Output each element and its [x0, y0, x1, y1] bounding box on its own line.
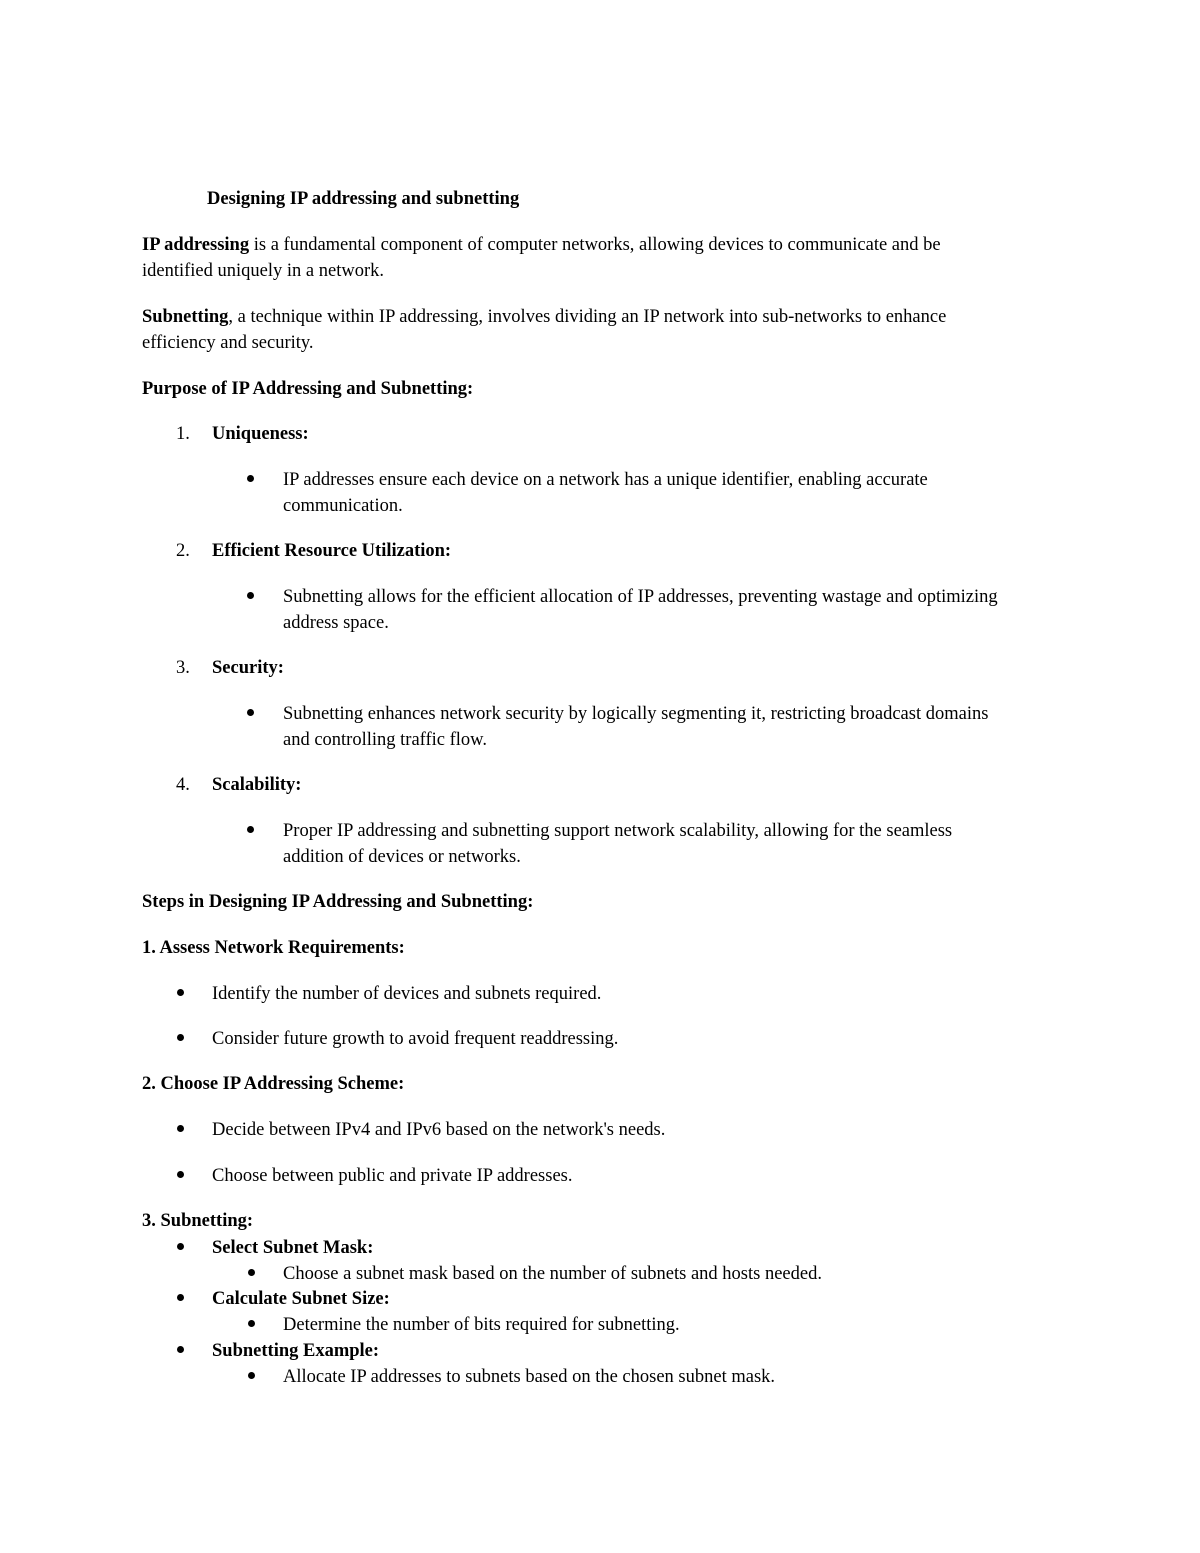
purpose-item-title: Uniqueness: [212, 424, 309, 444]
steps-heading: Steps in Designing IP Addressing and Subnetting: [142, 892, 534, 912]
purpose-item-number: 4. [176, 775, 190, 795]
bullet-icon [177, 1346, 184, 1353]
bullet-icon [247, 592, 254, 599]
intro-term: IP addressing [142, 235, 250, 255]
purpose-item-text-line1: IP addresses ensure each device on a network has a unique identifier, enabling accurate [283, 470, 928, 490]
intro-paragraph-ip-addressing-line1 [142, 236, 941, 255]
subnetting-item-text: Choose a subnet mask based on the number of subnets and hosts needed. [283, 1264, 822, 1284]
bullet-icon [248, 1269, 255, 1276]
bullet-icon [248, 1372, 255, 1379]
intro-paragraph-subnetting-line1 [142, 308, 946, 327]
purpose-item-text-line2: and controlling traffic flow. [283, 730, 487, 750]
purpose-item-title: Scalability: [212, 775, 302, 795]
bullet-icon [248, 1320, 255, 1327]
bullet-icon [247, 475, 254, 482]
intro-paragraph-subnetting-line2: efficiency and security. [142, 333, 314, 353]
subnetting-item-text: Allocate IP addresses to subnets based on the chosen subnet mask. [283, 1367, 776, 1387]
purpose-item-text-line2: address space. [283, 613, 389, 633]
purpose-item-number: 3. [176, 658, 190, 678]
step-heading: 3. Subnetting: [142, 1211, 254, 1231]
purpose-item-text-line2: communication. [283, 496, 403, 516]
bullet-icon [247, 709, 254, 716]
intro-term: Subnetting [142, 307, 229, 327]
purpose-heading: Purpose of IP Addressing and Subnetting: [142, 379, 474, 399]
step-bullet-text: Identify the number of devices and subnets required. [212, 984, 602, 1004]
bullet-icon [177, 1034, 184, 1041]
purpose-item-text-line1: Subnetting allows for the efficient allocation of IP addresses, preventing wastage and optimizing [283, 587, 998, 607]
subnetting-item-title: Select Subnet Mask: [212, 1238, 374, 1258]
purpose-item-title: Efficient Resource Utilization: [212, 541, 452, 561]
step-bullet-text: Consider future growth to avoid frequent readdressing. [212, 1029, 619, 1049]
bullet-icon [177, 989, 184, 996]
purpose-item-text-line1: Subnetting enhances network security by logically segmenting it, restricting broadcast domains [283, 704, 989, 724]
purpose-item-text-line2: addition of devices or networks. [283, 847, 521, 867]
step-heading: 2. Choose IP Addressing Scheme: [142, 1074, 405, 1094]
purpose-item-number: 2. [176, 541, 190, 561]
bullet-icon [177, 1294, 184, 1301]
bullet-icon [177, 1243, 184, 1250]
purpose-item-number: 1. [176, 424, 190, 444]
bullet-icon [177, 1171, 184, 1178]
purpose-item-title: Security: [212, 658, 284, 678]
step-heading: 1. Assess Network Requirements: [142, 938, 405, 958]
step-bullet-text: Choose between public and private IP addresses. [212, 1166, 573, 1186]
intro-text: , a technique within IP addressing, involves dividing an IP network into sub-networks to enhance [228, 307, 947, 327]
bullet-icon [177, 1125, 184, 1132]
bullet-icon [247, 826, 254, 833]
subnetting-item-title: Calculate Subnet Size: [212, 1289, 390, 1309]
step-bullet-text: Decide between IPv4 and IPv6 based on the network's needs. [212, 1120, 666, 1140]
intro-text: is a fundamental component of computer networks, allowing devices to communicate and be [249, 235, 941, 255]
subnetting-item-text: Determine the number of bits required for subnetting. [283, 1315, 680, 1335]
purpose-item-text-line1: Proper IP addressing and subnetting support network scalability, allowing for the seamless [283, 821, 953, 841]
intro-paragraph-ip-addressing-line2: identified uniquely in a network. [142, 261, 384, 281]
document-title: Designing IP addressing and subnetting [207, 189, 520, 209]
subnetting-item-title: Subnetting Example: [212, 1341, 380, 1361]
